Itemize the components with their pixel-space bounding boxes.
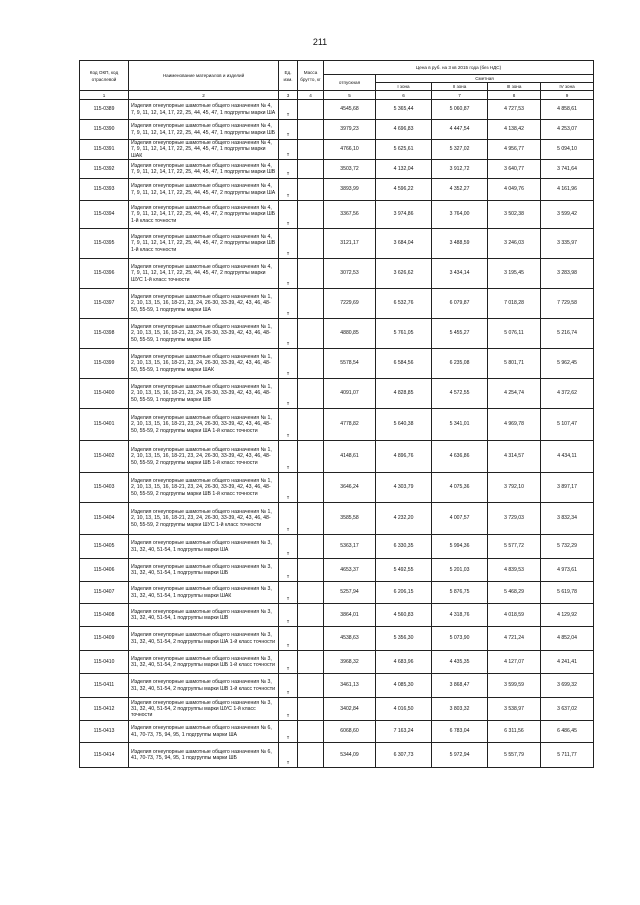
- column-number: 9: [541, 91, 594, 100]
- row-zone-3-price: 4 254,74: [488, 379, 541, 409]
- row-code: 115-0390: [80, 120, 129, 140]
- row-zone-1-price: 4 085,30: [376, 674, 432, 698]
- row-release-price: 5363,17: [324, 535, 376, 559]
- row-zone-4-price: 4 858,61: [541, 100, 594, 120]
- row-zone-3-price: 3 792,10: [488, 473, 541, 503]
- column-number-row: [80, 91, 594, 100]
- row-zone-2-price: 4 007,57: [432, 503, 488, 535]
- row-name: Изделия огнеупорные шамотные общего назначения № 4, 7, 9, 11, 12, 14, 17, 22, 25, 44, 45, 47, 2 подгруппы марки ШУС 1-й класс точности: [129, 259, 279, 289]
- table-row: [80, 319, 594, 349]
- row-zone-1-price: 6 330,35: [376, 535, 432, 559]
- row-zone-2-price: 3 868,47: [432, 674, 488, 698]
- row-zone-2-price: 6 235,08: [432, 349, 488, 379]
- row-zone-2-price: 5 060,87: [432, 100, 488, 120]
- row-zone-3-price: 5 577,72: [488, 535, 541, 559]
- table-row: [80, 473, 594, 503]
- page-number: 211: [312, 37, 328, 47]
- row-release-price: 7229,69: [324, 289, 376, 319]
- row-zone-3-price: 6 311,56: [488, 721, 541, 743]
- row-zone-1-price: 6 206,15: [376, 582, 432, 604]
- row-zone-1-price: 3 626,62: [376, 259, 432, 289]
- row-name: Изделия огнеупорные шамотные общего назначения № 1, 2, 10, 13, 15, 16, 18-21, 23, 24, 26-30, 33-39, 42, 43, 46, 48-50, 55-59, 2 подгруппы марки ШУС 1-й класс точности: [129, 503, 279, 535]
- table-row: [80, 289, 594, 319]
- row-release-price: 3864,01: [324, 604, 376, 627]
- row-mass: [298, 179, 324, 201]
- row-unit: т: [279, 319, 298, 349]
- row-name: Изделия огнеупорные шамотные общего назначения № 4, 7, 9, 11, 12, 14, 17, 22, 25, 44, 45, 47, 2 подгруппы марки ШВ 1-й класс точности: [129, 229, 279, 259]
- row-name: Изделия огнеупорные шамотные общего назначения № 3, 31, 32, 40, 51-54, 1 подгруппы марки ШВ: [129, 604, 279, 627]
- column-number: 6: [376, 91, 432, 100]
- row-name: Изделия огнеупорные шамотные общего назначения № 4, 7, 9, 11, 12, 14, 17, 22, 25, 44, 45, 47, 1 подгруппы марки ШВ: [129, 160, 279, 179]
- row-unit: т: [279, 140, 298, 160]
- row-zone-4-price: 3 283,98: [541, 259, 594, 289]
- row-zone-1-price: 7 163,24: [376, 721, 432, 743]
- row-name: Изделия огнеупорные шамотные общего назначения № 6, 41, 70-73, 75, 94, 95, 1 подгруппы марки ША: [129, 721, 279, 743]
- row-zone-4-price: 4 253,07: [541, 120, 594, 140]
- row-name: Изделия огнеупорные шамотные общего назначения № 1, 2, 10, 13, 15, 16, 18-21, 23, 24, 26-30, 33-39, 42, 43, 46, 48-50, 55-59, 2 подгруппы марки ШВ 1-й класс точности: [129, 473, 279, 503]
- row-zone-4-price: 4 973,61: [541, 559, 594, 582]
- row-zone-2-price: 4 447,54: [432, 120, 488, 140]
- table-row: [80, 627, 594, 651]
- header-estimate: Сметная: [376, 75, 594, 83]
- row-unit: т: [279, 409, 298, 441]
- row-mass: [298, 743, 324, 768]
- row-mass: [298, 627, 324, 651]
- row-name: Изделия огнеупорные шамотные общего назначения № 3, 31, 32, 40, 51-54, 1 подгруппы марки ШБ: [129, 559, 279, 582]
- row-zone-1-price: 4 696,83: [376, 120, 432, 140]
- row-zone-3-price: 3 246,03: [488, 229, 541, 259]
- row-zone-1-price: 4 132,04: [376, 160, 432, 179]
- table-row: [80, 201, 594, 229]
- row-mass: [298, 535, 324, 559]
- table-row: [80, 409, 594, 441]
- row-zone-1-price: 6 532,76: [376, 289, 432, 319]
- row-zone-2-price: 5 455,27: [432, 319, 488, 349]
- row-release-price: 3121,17: [324, 229, 376, 259]
- row-zone-1-price: 5 625,61: [376, 140, 432, 160]
- row-zone-2-price: 5 327,02: [432, 140, 488, 160]
- header-zone-3: III зона: [488, 83, 541, 91]
- row-zone-3-price: 4 969,78: [488, 409, 541, 441]
- row-name: Изделия огнеупорные шамотные общего назначения № 1, 2, 10, 13, 15, 16, 18-21, 23, 24, 26-30, 33-39, 42, 43, 46, 48-50, 55-59, 1 подгруппы марки ШВ: [129, 379, 279, 409]
- row-release-price: 4653,37: [324, 559, 376, 582]
- table-row: [80, 179, 594, 201]
- row-zone-2-price: 4 636,86: [432, 441, 488, 473]
- row-code: 115-0409: [80, 627, 129, 651]
- row-zone-2-price: 5 994,36: [432, 535, 488, 559]
- row-zone-2-price: 3 803,32: [432, 698, 488, 721]
- row-code: 115-0407: [80, 582, 129, 604]
- row-zone-2-price: 3 912,72: [432, 160, 488, 179]
- table-row: [80, 535, 594, 559]
- row-release-price: 5257,94: [324, 582, 376, 604]
- row-zone-4-price: 4 852,04: [541, 627, 594, 651]
- table-body: [80, 100, 594, 768]
- row-mass: [298, 201, 324, 229]
- row-zone-2-price: 5 073,90: [432, 627, 488, 651]
- row-mass: [298, 229, 324, 259]
- row-unit: т: [279, 259, 298, 289]
- row-zone-3-price: 5 557,79: [488, 743, 541, 768]
- table-row: [80, 349, 594, 379]
- row-zone-1-price: 4 828,85: [376, 379, 432, 409]
- row-zone-3-price: 3 195,45: [488, 259, 541, 289]
- row-unit: т: [279, 559, 298, 582]
- row-code: 115-0389: [80, 100, 129, 120]
- row-mass: [298, 379, 324, 409]
- row-zone-3-price: 3 502,38: [488, 201, 541, 229]
- header-zone-4: IV зона: [541, 83, 594, 91]
- row-name: Изделия огнеупорные шамотные общего назначения № 1, 2, 10, 13, 15, 16, 18-21, 23, 24, 26-30, 33-39, 42, 43, 46, 48-50, 55-59, 1 подгруппы марки ШАК: [129, 349, 279, 379]
- row-zone-3-price: 7 018,28: [488, 289, 541, 319]
- row-zone-3-price: 4 049,76: [488, 179, 541, 201]
- row-zone-3-price: 4 727,53: [488, 100, 541, 120]
- row-release-price: 3979,23: [324, 120, 376, 140]
- header-zone-1: I зона: [376, 83, 432, 91]
- row-name: Изделия огнеупорные шамотные общего назначения № 4, 7, 9, 11, 12, 14, 17, 22, 25, 44, 45, 47, 1 подгруппы марки ШБ: [129, 120, 279, 140]
- row-code: 115-0395: [80, 229, 129, 259]
- row-code: 115-0404: [80, 503, 129, 535]
- column-number: 8: [488, 91, 541, 100]
- row-name: Изделия огнеупорные шамотные общего назначения № 4, 7, 9, 11, 12, 14, 17, 22, 25, 44, 45, 47, 1 подгруппы марки ША: [129, 100, 279, 120]
- row-unit: т: [279, 721, 298, 743]
- row-zone-2-price: 5 341,01: [432, 409, 488, 441]
- row-code: 115-0414: [80, 743, 129, 768]
- row-name: Изделия огнеупорные шамотные общего назначения № 6, 41, 70-73, 75, 94, 95, 1 подгруппы марки ШБ: [129, 743, 279, 768]
- row-zone-2-price: 6 079,87: [432, 289, 488, 319]
- row-zone-4-price: 5 094,10: [541, 140, 594, 160]
- row-zone-4-price: 3 637,02: [541, 698, 594, 721]
- row-name: Изделия огнеупорные шамотные общего назначения № 3, 31, 32, 40, 51-54, 2 подгруппы марки ША 1-й класс точности: [129, 627, 279, 651]
- column-number: 2: [129, 91, 279, 100]
- row-zone-4-price: 3 599,42: [541, 201, 594, 229]
- row-zone-1-price: 5 492,55: [376, 559, 432, 582]
- row-zone-2-price: 4 318,76: [432, 604, 488, 627]
- row-unit: т: [279, 120, 298, 140]
- row-release-price: 4778,82: [324, 409, 376, 441]
- row-release-price: 6068,60: [324, 721, 376, 743]
- row-mass: [298, 100, 324, 120]
- row-unit: т: [279, 535, 298, 559]
- row-release-price: 4545,68: [324, 100, 376, 120]
- table-row: [80, 582, 594, 604]
- column-number: 3: [279, 91, 298, 100]
- row-unit: т: [279, 100, 298, 120]
- row-release-price: 3072,53: [324, 259, 376, 289]
- column-number: 4: [298, 91, 324, 100]
- table-row: [80, 698, 594, 721]
- row-name: Изделия огнеупорные шамотные общего назначения № 1, 2, 10, 13, 15, 16, 18-21, 23, 24, 26-30, 33-39, 42, 43, 46, 48-50, 55-59, 2 подгруппы марки ШБ 1-й класс точности: [129, 441, 279, 473]
- row-zone-2-price: 5 876,75: [432, 582, 488, 604]
- row-name: Изделия огнеупорные шамотные общего назначения № 4, 7, 9, 11, 12, 14, 17, 22, 25, 44, 45, 47, 2 подгруппы марки ША: [129, 179, 279, 201]
- row-unit: т: [279, 379, 298, 409]
- row-zone-3-price: 3 538,97: [488, 698, 541, 721]
- row-mass: [298, 441, 324, 473]
- row-zone-1-price: 5 761,05: [376, 319, 432, 349]
- row-code: 115-0403: [80, 473, 129, 503]
- row-unit: т: [279, 627, 298, 651]
- row-zone-3-price: 3 640,77: [488, 160, 541, 179]
- row-zone-1-price: 4 683,96: [376, 651, 432, 674]
- row-zone-3-price: 4 127,07: [488, 651, 541, 674]
- row-code: 115-0408: [80, 604, 129, 627]
- row-zone-2-price: 4 075,36: [432, 473, 488, 503]
- row-mass: [298, 160, 324, 179]
- row-zone-4-price: 5 216,74: [541, 319, 594, 349]
- table-row: [80, 140, 594, 160]
- row-mass: [298, 289, 324, 319]
- row-release-price: 3503,72: [324, 160, 376, 179]
- row-unit: т: [279, 441, 298, 473]
- row-zone-1-price: 4 896,76: [376, 441, 432, 473]
- row-code: 115-0405: [80, 535, 129, 559]
- row-zone-2-price: 4 352,27: [432, 179, 488, 201]
- row-unit: т: [279, 160, 298, 179]
- row-name: Изделия огнеупорные шамотные общего назначения № 3, 31, 32, 40, 51-54, 2 подгруппы марки ШУС 1-й класс точности: [129, 698, 279, 721]
- row-zone-4-price: 4 129,92: [541, 604, 594, 627]
- price-table: [79, 60, 594, 768]
- table-row: [80, 120, 594, 140]
- row-mass: [298, 140, 324, 160]
- row-zone-1-price: 4 232,20: [376, 503, 432, 535]
- row-zone-4-price: 5 711,77: [541, 743, 594, 768]
- row-name: Изделия огнеупорные шамотные общего назначения № 3, 31, 32, 40, 51-54, 2 подгруппы марки ШВ 1-й класс точности: [129, 674, 279, 698]
- table-row: [80, 441, 594, 473]
- table-row: [80, 604, 594, 627]
- row-unit: т: [279, 229, 298, 259]
- header-price-title: Цена в руб. на 3 кв 2015 года (без НДС): [324, 61, 594, 75]
- row-name: Изделия огнеупорные шамотные общего назначения № 3, 31, 32, 40, 51-54, 1 подгруппы марки ША: [129, 535, 279, 559]
- row-zone-4-price: 5 619,78: [541, 582, 594, 604]
- table-row: [80, 651, 594, 674]
- row-unit: т: [279, 582, 298, 604]
- row-release-price: 4091,07: [324, 379, 376, 409]
- row-zone-3-price: 5 801,71: [488, 349, 541, 379]
- row-unit: т: [279, 201, 298, 229]
- row-unit: т: [279, 743, 298, 768]
- row-mass: [298, 559, 324, 582]
- row-zone-2-price: 3 488,59: [432, 229, 488, 259]
- row-mass: [298, 120, 324, 140]
- row-zone-4-price: 6 486,45: [541, 721, 594, 743]
- row-zone-2-price: 4 572,55: [432, 379, 488, 409]
- row-release-price: 3585,58: [324, 503, 376, 535]
- row-mass: [298, 698, 324, 721]
- row-name: Изделия огнеупорные шамотные общего назначения № 3, 31, 32, 40, 51-54, 1 подгруппы марки ШАК: [129, 582, 279, 604]
- row-code: 115-0402: [80, 441, 129, 473]
- row-zone-4-price: 3 832,34: [541, 503, 594, 535]
- row-code: 115-0394: [80, 201, 129, 229]
- table-row: [80, 674, 594, 698]
- row-zone-4-price: 4 161,96: [541, 179, 594, 201]
- row-mass: [298, 349, 324, 379]
- row-zone-2-price: 3 764,00: [432, 201, 488, 229]
- table-row: [80, 743, 594, 768]
- header-release: отпускная: [324, 75, 376, 91]
- row-zone-3-price: 4 839,53: [488, 559, 541, 582]
- row-release-price: 3893,99: [324, 179, 376, 201]
- row-code: 115-0412: [80, 698, 129, 721]
- row-code: 115-0398: [80, 319, 129, 349]
- table-row: [80, 379, 594, 409]
- row-code: 115-0399: [80, 349, 129, 379]
- row-zone-3-price: 4 314,57: [488, 441, 541, 473]
- row-code: 115-0406: [80, 559, 129, 582]
- row-release-price: 5344,09: [324, 743, 376, 768]
- row-name: Изделия огнеупорные шамотные общего назначения № 4, 7, 9, 11, 12, 14, 17, 22, 25, 44, 45, 47, 2 подгруппы марки ШБ 1-й класс точности: [129, 201, 279, 229]
- row-zone-3-price: 4 138,42: [488, 120, 541, 140]
- row-name: Изделия огнеупорные шамотные общего назначения № 1, 2, 10, 13, 15, 16, 18-21, 23, 24, 26-30, 33-39, 42, 43, 46, 48-50, 55-59, 1 подгруппы марки ША: [129, 289, 279, 319]
- column-number: 7: [432, 91, 488, 100]
- row-code: 115-0397: [80, 289, 129, 319]
- table-row: [80, 503, 594, 535]
- header-mass: Масса брутто, кг: [298, 61, 324, 91]
- table-row: [80, 559, 594, 582]
- row-name: Изделия огнеупорные шамотные общего назначения № 1, 2, 10, 13, 15, 16, 18-21, 23, 24, 26-30, 33-39, 42, 43, 46, 48-50, 55-59, 1 подгруппы марки ШБ: [129, 319, 279, 349]
- row-zone-2-price: 5 201,03: [432, 559, 488, 582]
- header-name: Наименование материалов и изделий: [129, 61, 279, 91]
- row-zone-2-price: 4 435,35: [432, 651, 488, 674]
- header-zone-2: II зона: [432, 83, 488, 91]
- row-unit: т: [279, 604, 298, 627]
- row-mass: [298, 582, 324, 604]
- row-zone-1-price: 4 016,50: [376, 698, 432, 721]
- row-zone-1-price: 5 365,44: [376, 100, 432, 120]
- row-code: 115-0410: [80, 651, 129, 674]
- row-mass: [298, 319, 324, 349]
- row-release-price: 4538,63: [324, 627, 376, 651]
- row-zone-2-price: 5 972,94: [432, 743, 488, 768]
- row-unit: т: [279, 674, 298, 698]
- row-zone-4-price: 3 897,17: [541, 473, 594, 503]
- row-zone-1-price: 5 356,30: [376, 627, 432, 651]
- row-release-price: 3646,24: [324, 473, 376, 503]
- table-row: [80, 229, 594, 259]
- row-zone-1-price: 4 303,79: [376, 473, 432, 503]
- row-code: 115-0413: [80, 721, 129, 743]
- row-zone-3-price: 4 018,59: [488, 604, 541, 627]
- table-row: [80, 259, 594, 289]
- row-release-price: 3968,32: [324, 651, 376, 674]
- row-mass: [298, 503, 324, 535]
- row-code: 115-0401: [80, 409, 129, 441]
- row-mass: [298, 651, 324, 674]
- row-zone-4-price: 3 699,32: [541, 674, 594, 698]
- row-unit: т: [279, 179, 298, 201]
- row-mass: [298, 604, 324, 627]
- row-release-price: 3367,56: [324, 201, 376, 229]
- row-zone-1-price: 4 560,83: [376, 604, 432, 627]
- row-release-price: 3461,13: [324, 674, 376, 698]
- header-unit: Ед. изм.: [279, 61, 298, 91]
- row-zone-4-price: 3 741,64: [541, 160, 594, 179]
- table-header: [80, 61, 594, 100]
- row-mass: [298, 409, 324, 441]
- row-zone-4-price: 4 372,62: [541, 379, 594, 409]
- column-number: 1: [80, 91, 129, 100]
- row-unit: т: [279, 698, 298, 721]
- row-name: Изделия огнеупорные шамотные общего назначения № 3, 31, 32, 40, 51-54, 2 подгруппы марки ШБ 1-й класс точности: [129, 651, 279, 674]
- row-zone-4-price: 4 241,41: [541, 651, 594, 674]
- row-zone-3-price: 4 956,77: [488, 140, 541, 160]
- table-row: [80, 100, 594, 120]
- row-unit: т: [279, 473, 298, 503]
- row-unit: т: [279, 289, 298, 319]
- row-release-price: 3402,84: [324, 698, 376, 721]
- row-zone-4-price: 4 434,11: [541, 441, 594, 473]
- row-zone-4-price: 5 732,29: [541, 535, 594, 559]
- row-code: 115-0411: [80, 674, 129, 698]
- row-zone-4-price: 7 729,58: [541, 289, 594, 319]
- row-code: 115-0392: [80, 160, 129, 179]
- row-code: 115-0393: [80, 179, 129, 201]
- row-zone-3-price: 5 076,11: [488, 319, 541, 349]
- row-code: 115-0396: [80, 259, 129, 289]
- row-zone-2-price: 6 783,04: [432, 721, 488, 743]
- row-release-price: 4880,85: [324, 319, 376, 349]
- row-zone-2-price: 3 434,14: [432, 259, 488, 289]
- row-zone-4-price: 5 962,45: [541, 349, 594, 379]
- row-zone-1-price: 5 640,38: [376, 409, 432, 441]
- row-mass: [298, 473, 324, 503]
- row-zone-4-price: 5 107,47: [541, 409, 594, 441]
- row-zone-1-price: 3 684,04: [376, 229, 432, 259]
- row-zone-4-price: 3 335,97: [541, 229, 594, 259]
- row-unit: т: [279, 349, 298, 379]
- row-zone-1-price: 3 974,86: [376, 201, 432, 229]
- row-name: Изделия огнеупорные шамотные общего назначения № 4, 7, 9, 11, 12, 14, 17, 22, 25, 44, 45, 47, 1 подгруппы марки ШАК: [129, 140, 279, 160]
- table-row: [80, 721, 594, 743]
- row-name: Изделия огнеупорные шамотные общего назначения № 1, 2, 10, 13, 15, 16, 18-21, 23, 24, 26-30, 33-39, 42, 43, 46, 48-50, 55-59, 2 подгруппы марки ША 1-й класс точности: [129, 409, 279, 441]
- row-unit: т: [279, 503, 298, 535]
- row-release-price: 4766,10: [324, 140, 376, 160]
- table-row: [80, 160, 594, 179]
- column-number: 5: [324, 91, 376, 100]
- row-zone-3-price: 4 721,24: [488, 627, 541, 651]
- row-zone-3-price: 5 468,29: [488, 582, 541, 604]
- row-mass: [298, 674, 324, 698]
- row-zone-1-price: 6 307,73: [376, 743, 432, 768]
- row-release-price: 4148,61: [324, 441, 376, 473]
- row-code: 115-0391: [80, 140, 129, 160]
- row-zone-1-price: 4 596,22: [376, 179, 432, 201]
- header-code: Код ОКП, код отраслевой: [80, 61, 129, 91]
- row-code: 115-0400: [80, 379, 129, 409]
- row-release-price: 5578,54: [324, 349, 376, 379]
- row-zone-1-price: 6 584,56: [376, 349, 432, 379]
- row-unit: т: [279, 651, 298, 674]
- row-mass: [298, 259, 324, 289]
- row-zone-3-price: 3 729,03: [488, 503, 541, 535]
- row-mass: [298, 721, 324, 743]
- row-zone-3-price: 3 599,59: [488, 674, 541, 698]
